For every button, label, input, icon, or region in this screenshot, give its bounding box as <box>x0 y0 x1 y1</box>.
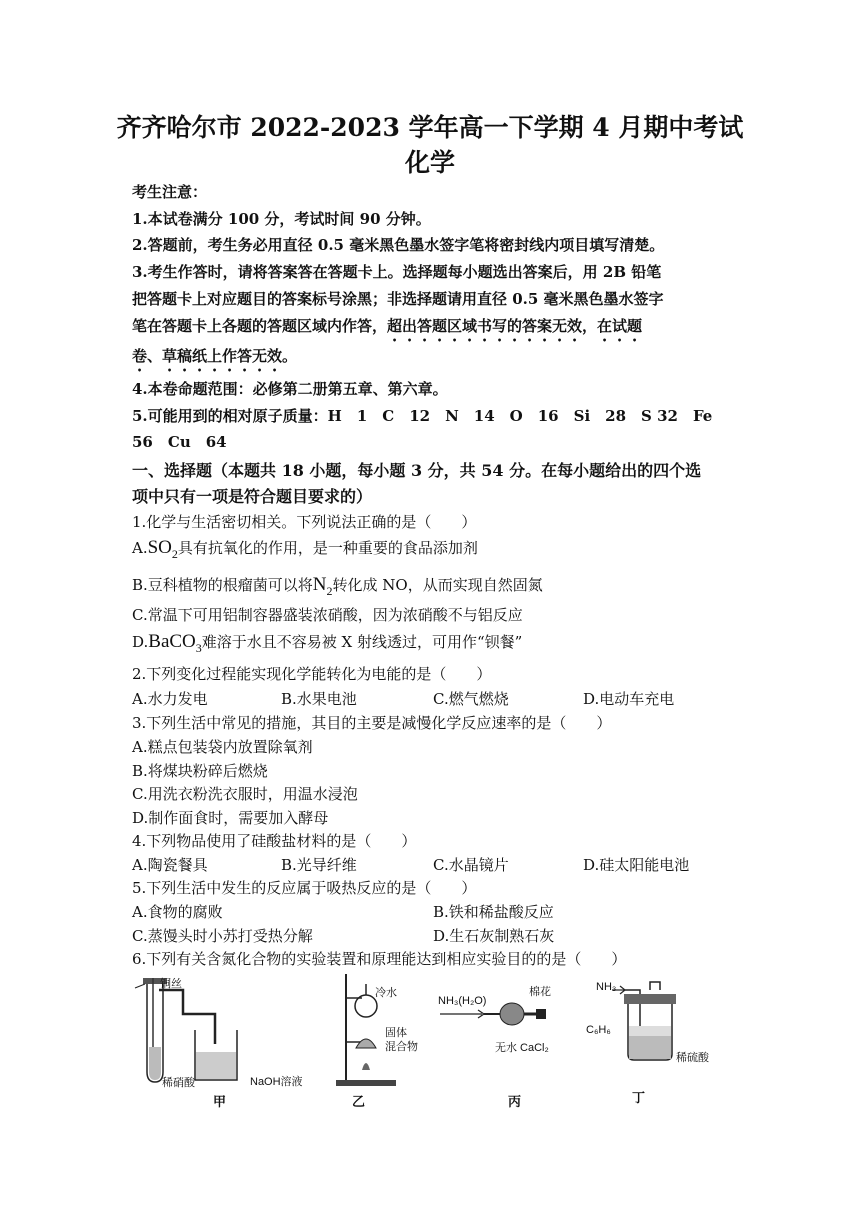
notice-item-3-line-1: 3.考生作答时，请将答案答在答题卡上。选择题每小题选出答案后，用 2B 铅笔 <box>132 263 662 281</box>
q2-option-b: B.水果电池 <box>281 690 357 708</box>
q1-stem: 1.化学与生活密切相关。下列说法正确的是（ ） <box>132 513 477 531</box>
q6-stem: 6.下列有关含氮化合物的实验装置和原理能达到相应实验目的的是（ ） <box>132 950 627 968</box>
q3-option-d: D.制作面食时，需要加入酵母 <box>132 809 329 827</box>
q1-d-prefix: D. <box>132 633 149 651</box>
notice-item-5-line-1: 5.可能用到的相对原子质量：H 1 C 12 N 14 O 16 Si 28 S 32 Fe <box>132 407 713 425</box>
q5-option-d: D.生石灰制熟石灰 <box>433 927 555 945</box>
ding-c6h6-label: C₆H₆ <box>586 1024 611 1036</box>
q4-option-b: B.光导纤维 <box>281 856 357 874</box>
yi-solid-label-2: 混合物 <box>385 1041 418 1053</box>
q4-option-d: D.硅太阳能电池 <box>583 856 690 874</box>
baco3-subscript: 3 <box>195 640 202 655</box>
q5-option-b: B.铁和稀盐酸反应 <box>433 903 554 921</box>
q1-b-text: 转化成 NO，从而实现自然固氮 <box>332 576 543 594</box>
q2-option-a: A.水力发电 <box>132 690 208 708</box>
notice-heading: 考生注意： <box>132 183 208 201</box>
n2-subscript: 2 <box>326 583 333 598</box>
q1-option-c: C.常温下可用铝制容器盛装浓硝酸，因为浓硝酸不与铝反应 <box>132 606 523 624</box>
jia-acid-label: 稀硝酸 <box>162 1077 195 1089</box>
q1-b-prefix: B.豆科植物的根瘤菌可以将 <box>132 576 313 594</box>
q3-option-b: B.将煤块粉碎后燃烧 <box>132 762 268 780</box>
so2-symbol: SO <box>147 537 172 558</box>
q5-stem: 5.下列生活中发生的反应属于吸热反应的是（ ） <box>132 879 477 897</box>
q5-option-c: C.蒸馒头时小苏打受热分解 <box>132 927 313 945</box>
q3-option-a: A.糕点包装袋内放置除氧剂 <box>132 738 313 756</box>
notice-item-3-line-2: 把答题卡上对应题目的答案标号涂黑；非选择题请用直径 0.5 毫米黑色墨水签字 <box>132 290 664 308</box>
q3-option-c: C.用洗衣粉洗衣服时，用温水浸泡 <box>132 785 358 803</box>
jia-naoh-label: NaOH溶液 <box>250 1076 303 1088</box>
q2-option-c: C.燃气燃烧 <box>433 690 509 708</box>
q2-stem: 2.下列变化过程能实现化学能转化为电能的是（ ） <box>132 665 492 683</box>
q4-stem: 4.下列物品使用了硅酸盐材料的是（ ） <box>132 832 417 850</box>
q1-a-prefix: A. <box>132 539 148 557</box>
q1-b-formula <box>312 574 333 598</box>
section-1-line-2: 项中只有一项是符合题目要求的） <box>132 487 373 506</box>
notice-item-2: 2.答题前，考生务必用直径 0.5 毫米黑色墨水签字笔将密封线内项目填写清楚。 <box>132 236 665 254</box>
q3-stem: 3.下列生活中常见的措施，其目的主要是减慢化学反应速率的是（ ） <box>132 714 612 732</box>
notice-item-3-line-3 <box>132 315 732 345</box>
q1-option-b <box>132 574 732 599</box>
so2-subscript: 2 <box>171 546 178 561</box>
yi-caption: 乙 <box>352 1095 366 1110</box>
yi-water-label: 冷水 <box>375 987 397 999</box>
ding-caption: 丁 <box>632 1091 646 1106</box>
q1-d-text: 难溶于水且不容易被 X 射线透过，可用作“钡餐” <box>201 633 523 651</box>
notice-item-4: 4.本卷命题范围：必修第二册第五章、第六章。 <box>132 380 448 398</box>
q1-option-a <box>132 537 732 562</box>
notice-item-3-line-3a: 笔在答题卡上各题的答题区域内作答， <box>132 317 388 335</box>
ding-nh3-label: NH₃ <box>596 981 617 993</box>
bing-caption: 丙 <box>508 1095 522 1110</box>
notice-item-3-line-3b: 超出答题区域书写的答案无效，在试题 <box>387 317 643 335</box>
notice-item-1: 1.本试卷满分 100 分，考试时间 90 分钟。 <box>132 210 431 228</box>
jia-copper-label: 铜丝 <box>160 978 182 990</box>
section-1-line-1: 一、选择题（本题共 18 小题，每小题 3 分，共 54 分。在每小题给出的四个选 <box>132 461 702 480</box>
q1-option-d <box>132 631 732 656</box>
q1-a-text: 具有抗氧化的作用，是一种重要的食品添加剂 <box>177 539 478 557</box>
notice-item-5-line-2: 56 Cu 64 <box>132 433 227 451</box>
notice-item-3-line-4b: 。 <box>282 347 298 365</box>
notice-item-3-line-4 <box>132 345 732 375</box>
yi-solid-label-1: 固体 <box>385 1027 407 1039</box>
q4-option-c: C.水晶镜片 <box>433 856 509 874</box>
exam-title: 齐齐哈尔市 2022-2023 学年高一下学期 4 月期中考试 <box>116 113 744 142</box>
q4-option-a: A.陶瓷餐具 <box>132 856 208 874</box>
baco3-symbol: BaCO <box>148 631 196 652</box>
q5-option-a: A.食物的腐败 <box>132 903 223 921</box>
bing-cacl2-label: 无水 CaCl₂ <box>495 1042 549 1054</box>
jia-caption: 甲 <box>213 1095 227 1110</box>
bing-cotton-label: 棉花 <box>529 986 551 998</box>
n2-symbol: N <box>312 574 327 595</box>
notice-item-3-line-4a: 卷、草稿纸上作答无效 <box>132 347 283 365</box>
ding-acid-label: 稀硫酸 <box>676 1052 709 1064</box>
exam-subject: 化学 <box>404 148 455 177</box>
q1-a-formula <box>147 537 178 561</box>
q2-option-d: D.电动车充电 <box>583 690 675 708</box>
bing-nh3-label: NH₃(H₂O) <box>438 995 487 1007</box>
q1-d-formula <box>148 631 202 655</box>
